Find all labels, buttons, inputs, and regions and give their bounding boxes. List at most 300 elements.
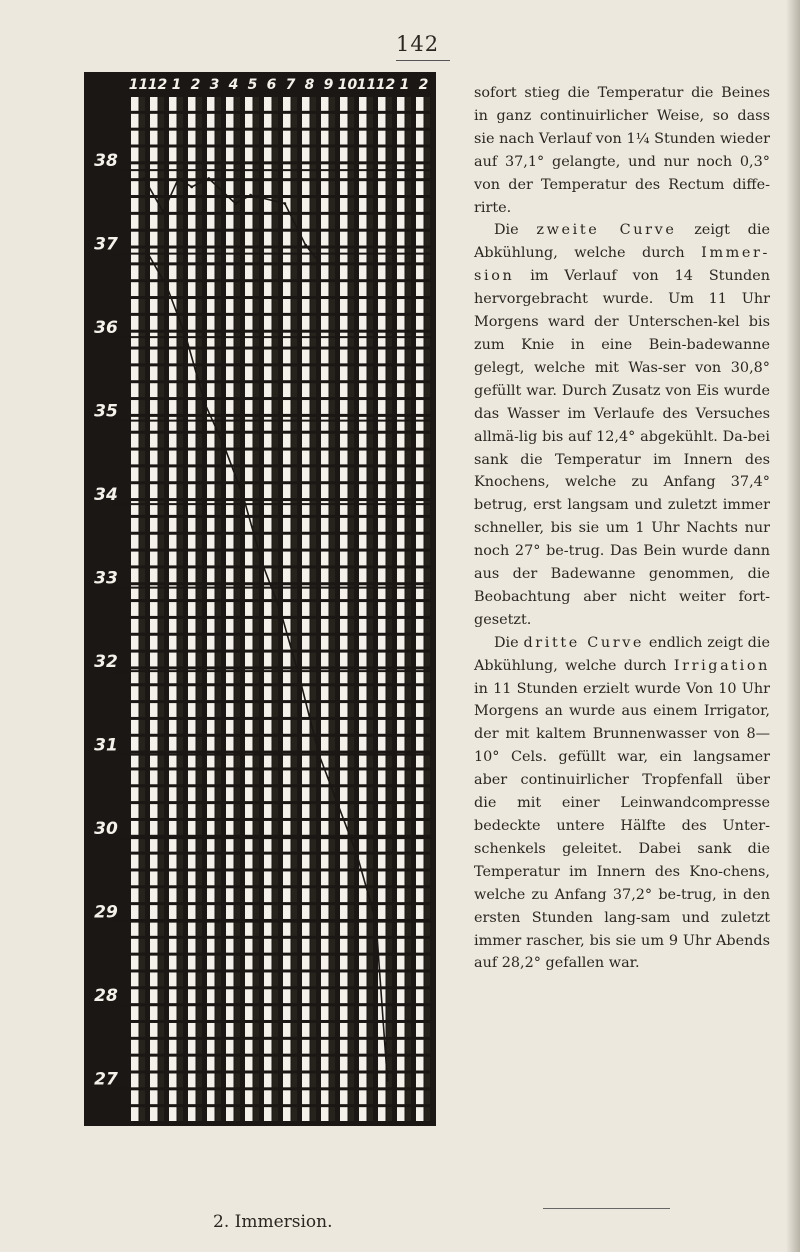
grid-cell-dark: [330, 871, 336, 885]
grid-cell-dark: [140, 148, 146, 162]
grid-cell: [378, 754, 386, 768]
grid-cell: [378, 535, 386, 549]
grid-cell: [378, 602, 386, 616]
grid-cell: [188, 568, 196, 582]
grid-cell-dark: [273, 989, 279, 1003]
grid-cell: [283, 131, 291, 145]
grid-cell-dark: [140, 888, 146, 902]
grid-cell: [397, 249, 405, 263]
grid-cell-dark: [254, 434, 260, 448]
grid-cell-dark: [406, 1073, 412, 1087]
grid-cell-dark: [159, 467, 165, 481]
grid-cell: [283, 855, 291, 869]
grid-cell: [264, 888, 272, 902]
grid-cell-dark: [406, 1023, 412, 1037]
grid-cell-dark: [425, 871, 431, 885]
grid-cell: [321, 619, 329, 633]
grid-cell-dark: [330, 249, 336, 263]
grid-cell-dark: [273, 855, 279, 869]
grid-cell-dark: [235, 451, 241, 465]
grid-cell-dark: [368, 636, 374, 650]
grid-cell: [378, 1107, 386, 1121]
grid-cell-dark: [425, 1057, 431, 1071]
grid-cell-dark: [216, 467, 222, 481]
grid-cell-dark: [140, 181, 146, 195]
grid-cell: [283, 1057, 291, 1071]
grid-cell-dark: [311, 838, 317, 852]
grid-cell-dark: [216, 972, 222, 986]
grid-cell: [226, 249, 234, 263]
grid-cell-dark: [368, 821, 374, 835]
grid-cell: [226, 400, 234, 414]
grid-cell: [378, 871, 386, 885]
grid-cell-dark: [406, 181, 412, 195]
grid-cell: [169, 434, 177, 448]
grid-cell: [264, 653, 272, 667]
grid-cell: [264, 602, 272, 616]
grid-cell: [245, 400, 253, 414]
grid-cell: [207, 686, 215, 700]
grid-cell-dark: [311, 1073, 317, 1087]
curve-point: [162, 210, 165, 213]
grid-cell-dark: [140, 215, 146, 229]
grid-cell-dark: [368, 265, 374, 279]
grid-cell-dark: [159, 686, 165, 700]
grid-cell-dark: [311, 787, 317, 801]
grid-cell: [131, 451, 139, 465]
grid-cell: [397, 1023, 405, 1037]
grid-cell: [378, 131, 386, 145]
grid-cell-dark: [140, 198, 146, 212]
grid-cell: [321, 922, 329, 936]
grid-cell: [321, 265, 329, 279]
grid-cell-dark: [406, 484, 412, 498]
grid-cell: [283, 703, 291, 717]
grid-cell: [264, 989, 272, 1003]
grid-cell-dark: [273, 888, 279, 902]
figure-caption: 2. Immersion.: [213, 1212, 333, 1232]
grid-cell-dark: [273, 232, 279, 246]
grid-cell: [321, 636, 329, 650]
grid-cell: [131, 956, 139, 970]
grid-cell-dark: [254, 703, 260, 717]
grid-cell: [207, 198, 215, 212]
grid-cell: [169, 754, 177, 768]
grid-cell-dark: [235, 316, 241, 330]
grid-cell: [226, 1023, 234, 1037]
grid-cell: [283, 467, 291, 481]
grid-cell-dark: [368, 232, 374, 246]
grid-cell: [321, 484, 329, 498]
grid-cell-dark: [273, 333, 279, 347]
grid-cell-dark: [368, 1090, 374, 1104]
grid-cell: [416, 164, 424, 178]
grid-cell: [131, 568, 139, 582]
grid-cell: [397, 164, 405, 178]
grid-cell-dark: [406, 114, 412, 128]
grid-cell: [207, 1040, 215, 1054]
grid-cell: [226, 703, 234, 717]
grid-cell-dark: [140, 838, 146, 852]
grid-cell-dark: [178, 467, 184, 481]
x-tick-label: 2: [190, 77, 201, 93]
grid-cell: [226, 148, 234, 162]
curve-point: [318, 753, 321, 756]
grid-cell-dark: [311, 97, 317, 111]
grid-cell-dark: [140, 754, 146, 768]
grid-cell-dark: [425, 366, 431, 380]
grid-cell-dark: [235, 939, 241, 953]
grid-cell-dark: [273, 838, 279, 852]
grid-cell-dark: [273, 905, 279, 919]
grid-cell-dark: [368, 350, 374, 364]
grid-cell: [169, 737, 177, 751]
grid-cell-dark: [235, 1006, 241, 1020]
grid-cell-dark: [425, 383, 431, 397]
grid-cell: [169, 838, 177, 852]
grid-cell-dark: [311, 400, 317, 414]
grid-cell: [378, 905, 386, 919]
grid-cell-dark: [349, 518, 355, 532]
grid-cell-dark: [159, 838, 165, 852]
grid-cell: [378, 686, 386, 700]
grid-cell-dark: [254, 265, 260, 279]
grid-cell-dark: [178, 417, 184, 431]
grid-cell-dark: [311, 282, 317, 296]
grid-cell: [226, 282, 234, 296]
grid-cell: [207, 1090, 215, 1104]
grid-cell: [131, 905, 139, 919]
grid-cell: [397, 434, 405, 448]
grid-cell-dark: [159, 855, 165, 869]
grid-cell: [378, 636, 386, 650]
grid-cell: [283, 484, 291, 498]
grid-cell-dark: [387, 434, 393, 448]
grid-cell-dark: [292, 888, 298, 902]
grid-cell-dark: [292, 821, 298, 835]
grid-cell-dark: [387, 316, 393, 330]
grid-cell: [416, 215, 424, 229]
grid-cell-dark: [292, 181, 298, 195]
grid-cell: [397, 602, 405, 616]
grid-cell-dark: [197, 686, 203, 700]
grid-cell-dark: [406, 653, 412, 667]
grid-cell: [302, 383, 310, 397]
grid-cell: [245, 434, 253, 448]
grid-cell: [264, 434, 272, 448]
grid-cell-dark: [292, 316, 298, 330]
grid-cell: [207, 956, 215, 970]
grid-cell-dark: [425, 939, 431, 953]
grid-cell-dark: [292, 535, 298, 549]
grid-cell-dark: [178, 451, 184, 465]
grid-cell: [264, 535, 272, 549]
grid-cell: [245, 568, 253, 582]
grid-cell: [226, 855, 234, 869]
grid-cell-dark: [406, 1107, 412, 1121]
grid-cell: [188, 400, 196, 414]
grid-cell: [169, 131, 177, 145]
grid-cell: [245, 855, 253, 869]
grid-cell-dark: [216, 383, 222, 397]
grid-cell: [188, 619, 196, 633]
grid-cell: [150, 383, 158, 397]
grid-cell: [245, 535, 253, 549]
grid-cell-dark: [254, 249, 260, 263]
curve-point: [318, 261, 321, 264]
grid-cell: [302, 1023, 310, 1037]
grid-cell-dark: [387, 972, 393, 986]
grid-cell: [245, 383, 253, 397]
grid-cell: [169, 249, 177, 263]
grid-cell-dark: [368, 467, 374, 481]
grid-cell: [150, 484, 158, 498]
grid-cell-dark: [425, 1073, 431, 1087]
grid-cell: [207, 1073, 215, 1087]
grid-cell: [131, 989, 139, 1003]
grid-cell: [359, 366, 367, 380]
grid-cell-dark: [254, 720, 260, 734]
grid-cell: [302, 905, 310, 919]
grid-cell-dark: [292, 467, 298, 481]
grid-cell-dark: [292, 787, 298, 801]
grid-cell-dark: [406, 956, 412, 970]
grid-cell-dark: [178, 989, 184, 1003]
grid-cell-dark: [387, 282, 393, 296]
grid-cell: [150, 114, 158, 128]
grid-cell-dark: [387, 1040, 393, 1054]
grid-cell: [359, 956, 367, 970]
grid-cell: [131, 804, 139, 818]
grid-cell: [150, 535, 158, 549]
grid-cell-dark: [197, 282, 203, 296]
grid-cell: [131, 434, 139, 448]
grid-cell: [302, 888, 310, 902]
grid-cell-dark: [330, 518, 336, 532]
grid-cell: [188, 1023, 196, 1037]
grid-cell-dark: [387, 552, 393, 566]
grid-cell: [150, 619, 158, 633]
grid-cell-dark: [197, 972, 203, 986]
grid-cell: [150, 686, 158, 700]
grid-cell-dark: [349, 249, 355, 263]
grid-cell-dark: [387, 518, 393, 532]
grid-cell: [150, 804, 158, 818]
grid-cell: [416, 282, 424, 296]
grid-cell: [359, 451, 367, 465]
curve-point: [386, 1079, 389, 1082]
grid-cell-dark: [425, 972, 431, 986]
grid-cell: [226, 181, 234, 195]
grid-cell: [264, 467, 272, 481]
grid-cell: [245, 804, 253, 818]
grid-cell: [131, 1023, 139, 1037]
grid-cell-dark: [330, 1023, 336, 1037]
grid-cell-dark: [368, 1057, 374, 1071]
grid-cell: [416, 434, 424, 448]
grid-cell-dark: [406, 552, 412, 566]
grid-cell-dark: [311, 148, 317, 162]
grid-cell-dark: [349, 989, 355, 1003]
grid-cell: [416, 467, 424, 481]
paragraph-3-start: Die: [494, 634, 524, 651]
grid-cell-dark: [254, 602, 260, 616]
grid-cell-dark: [406, 888, 412, 902]
grid-cell-dark: [425, 316, 431, 330]
grid-cell-dark: [387, 989, 393, 1003]
grid-cell-dark: [159, 451, 165, 465]
grid-cell: [340, 703, 348, 717]
grid-cell: [340, 434, 348, 448]
grid-cell: [302, 484, 310, 498]
grid-cell: [321, 905, 329, 919]
grid-cell: [283, 451, 291, 465]
grid-cell-dark: [140, 972, 146, 986]
grid-cell-dark: [235, 400, 241, 414]
grid-cell: [302, 215, 310, 229]
grid-cell: [245, 215, 253, 229]
paragraph-2-emphasis-1: zweite Curve: [536, 222, 677, 239]
grid-cell: [264, 787, 272, 801]
grid-cell: [188, 265, 196, 279]
grid-cell-dark: [330, 720, 336, 734]
grid-cell-dark: [311, 181, 317, 195]
grid-cell-dark: [406, 703, 412, 717]
grid-cell: [416, 484, 424, 498]
grid-cell: [226, 518, 234, 532]
grid-cell: [150, 232, 158, 246]
grid-cell: [169, 602, 177, 616]
grid-cell-dark: [140, 653, 146, 667]
grid-cell: [226, 350, 234, 364]
grid-cell: [264, 1107, 272, 1121]
grid-cell-dark: [406, 686, 412, 700]
grid-cell: [131, 552, 139, 566]
grid-cell-dark: [140, 232, 146, 246]
grid-cell-dark: [349, 1073, 355, 1087]
grid-cell-dark: [273, 484, 279, 498]
grid-cell: [340, 333, 348, 347]
grid-cell: [226, 1057, 234, 1071]
grid-cell-dark: [216, 232, 222, 246]
grid-cell-dark: [178, 484, 184, 498]
grid-cell-dark: [425, 838, 431, 852]
grid-cell: [397, 838, 405, 852]
grid-cell: [131, 131, 139, 145]
grid-cell: [169, 114, 177, 128]
grid-cell: [302, 939, 310, 953]
grid-cell: [416, 568, 424, 582]
grid-cell-dark: [235, 181, 241, 195]
grid-cell: [188, 871, 196, 885]
grid-cell-dark: [292, 686, 298, 700]
grid-cell-dark: [273, 737, 279, 751]
grid-cell: [226, 737, 234, 751]
grid-cell-dark: [311, 888, 317, 902]
grid-cell-dark: [235, 972, 241, 986]
y-tick-label: 27: [94, 1069, 118, 1090]
grid-cell: [321, 838, 329, 852]
grid-cell-dark: [330, 1073, 336, 1087]
grid-cell-dark: [178, 787, 184, 801]
grid-cell: [150, 568, 158, 582]
grid-cell: [321, 97, 329, 111]
grid-cell-dark: [368, 383, 374, 397]
grid-cell: [264, 838, 272, 852]
grid-cell: [169, 316, 177, 330]
grid-cell-dark: [425, 636, 431, 650]
grid-cell-dark: [330, 905, 336, 919]
grid-cell: [397, 804, 405, 818]
grid-cell-dark: [140, 451, 146, 465]
grid-cell: [245, 939, 253, 953]
grid-cell: [169, 855, 177, 869]
grid-cell-dark: [140, 400, 146, 414]
grid-cell: [302, 956, 310, 970]
grid-cell-dark: [254, 922, 260, 936]
grid-cell-dark: [406, 720, 412, 734]
grid-cell: [245, 97, 253, 111]
grid-cell-dark: [406, 1057, 412, 1071]
grid-cell: [302, 552, 310, 566]
y-tick-label: 35: [94, 401, 118, 422]
grid-cell: [226, 636, 234, 650]
grid-cell-dark: [235, 97, 241, 111]
grid-cell-dark: [216, 686, 222, 700]
grid-cell-dark: [140, 552, 146, 566]
grid-cell: [150, 1107, 158, 1121]
grid-cell: [321, 249, 329, 263]
grid-cell: [378, 451, 386, 465]
grid-cell-dark: [406, 434, 412, 448]
grid-cell-dark: [254, 316, 260, 330]
grid-cell-dark: [292, 720, 298, 734]
grid-cell: [131, 316, 139, 330]
grid-cell: [245, 451, 253, 465]
grid-cell-dark: [216, 871, 222, 885]
grid-cell: [416, 922, 424, 936]
grid-cell-dark: [330, 131, 336, 145]
grid-cell-dark: [387, 164, 393, 178]
grid-cell: [321, 350, 329, 364]
grid-cell: [302, 720, 310, 734]
grid-cell-dark: [254, 1073, 260, 1087]
grid-cell-dark: [235, 1107, 241, 1121]
grid-cell: [188, 232, 196, 246]
grid-cell-dark: [197, 568, 203, 582]
grid-cell: [321, 568, 329, 582]
grid-cell-dark: [140, 366, 146, 380]
grid-cell: [302, 972, 310, 986]
grid-cell-dark: [159, 1107, 165, 1121]
grid-cell-dark: [330, 484, 336, 498]
x-tick-label: 1: [171, 77, 182, 93]
grid-cell: [131, 249, 139, 263]
grid-cell-dark: [330, 737, 336, 751]
grid-cell-dark: [311, 619, 317, 633]
grid-cell: [416, 366, 424, 380]
grid-cell-dark: [216, 198, 222, 212]
grid-cell-dark: [368, 720, 374, 734]
grid-cell-dark: [349, 366, 355, 380]
paragraph-2: [474, 219, 770, 631]
grid-cell: [207, 602, 215, 616]
grid-cell: [169, 787, 177, 801]
grid-cell-dark: [216, 568, 222, 582]
grid-cell-dark: [159, 720, 165, 734]
grid-cell: [302, 1107, 310, 1121]
grid-cell: [378, 383, 386, 397]
